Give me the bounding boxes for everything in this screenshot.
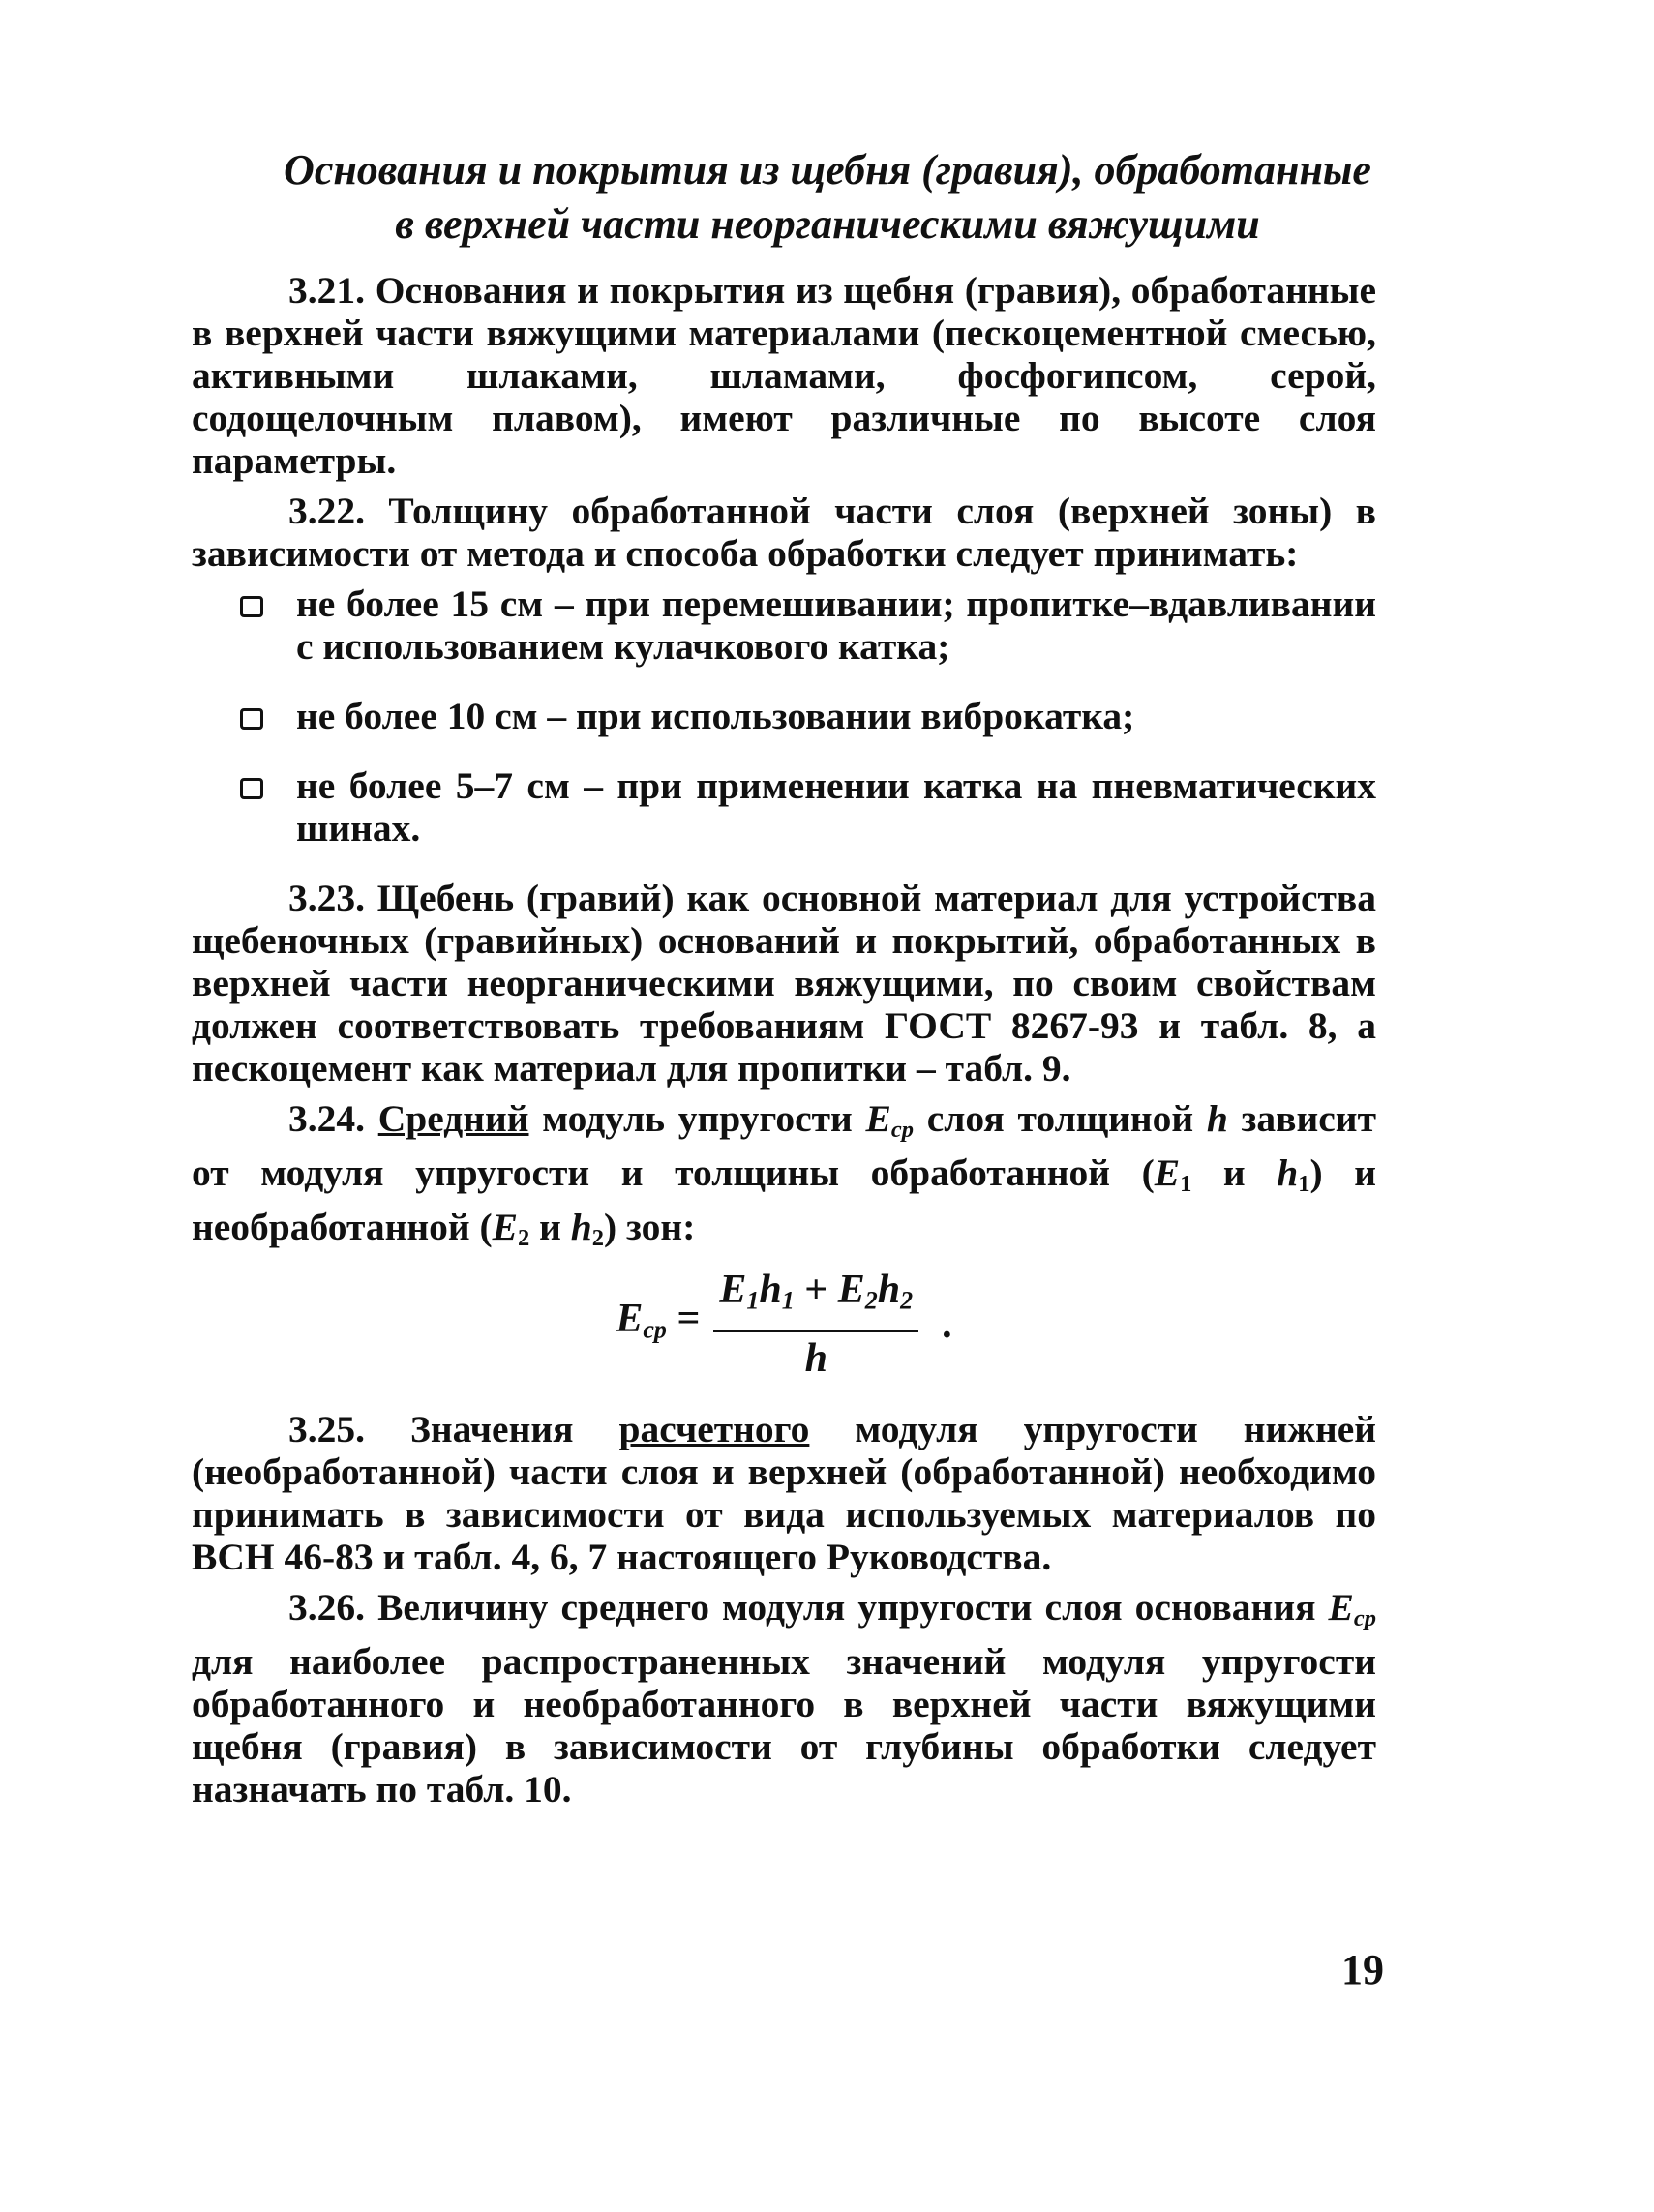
- list-item-text: не более 15 см – при перемешивании; пропитке–вдавливании с использованием кулачкового катка;: [296, 583, 1376, 668]
- list-item-text: не более 5–7 см – при применении катка на пневматических шинах.: [296, 764, 1376, 850]
- formula-denominator: h: [804, 1335, 827, 1381]
- paragraph-3-22: 3.22. Толщину обработанной части слоя (верхней зоны) в зависимости от метода и способа обработки следует принимать:: [192, 490, 1376, 575]
- formula-lhs: $E_{ср}$ =: [616, 1296, 701, 1344]
- heading-line-1: Основания и покрытия из щебня (гравия), обработанные: [284, 146, 1371, 194]
- formula-fraction: [713, 1268, 918, 1381]
- underlined-word: расчетного: [618, 1407, 810, 1450]
- heading-line-2: в верхней части неорганическими вяжущими: [395, 200, 1260, 248]
- square-bullet-icon: [240, 596, 263, 617]
- paragraph-3-24: 3.24. Средний модуль упругости $E_{ср}$ слоя толщиной h зависит от модуля упругости и толщины обработанной ($E_1$ и $h_1$) и необработанной ($E_2$ и $h_2$) зон:: [192, 1097, 1376, 1252]
- list-item: [192, 695, 1376, 737]
- document-body: [192, 269, 1376, 1818]
- list-item: [192, 764, 1376, 850]
- formula-numerator: $E_1h_1 + E_2h_2$: [713, 1268, 918, 1332]
- paragraph-3-25: 3.25. Значения расчетного модуля упругости нижней (необработанной) части слоя и верхней (обработанной) необходимо принимать в зависимости от вида используемых материалов по ВСН 46-83 и табл. 4, 6, 7 настоящего Руководства.: [192, 1407, 1376, 1578]
- list-item: [192, 583, 1376, 668]
- page-number: 19: [1341, 1946, 1384, 1993]
- thickness-list: [192, 583, 1376, 850]
- list-item-text: не более 10 см – при использовании виброкатка;: [296, 695, 1135, 737]
- paragraph-3-21: 3.21. Основания и покрытия из щебня (гравия), обработанные в верхней части вяжущими материалами (пескоцементной смесью, активными шлаками, шламами, фосфогипсом, серой, содощелочным плавом), имеют различные по высоте слоя параметры.: [192, 269, 1376, 482]
- section-heading: [174, 143, 1481, 252]
- paragraph-3-26: 3.26. Величину среднего модуля упругости слоя основания $E_{ср}$ для наиболее распространенных значений модуля упругости обработанного и необработанного в верхней части вяжущими щебня (гравия) в зависимости от глубины обработки следует назначать по табл. 10.: [192, 1585, 1376, 1810]
- modulus-formula: $E_{ср}$ = $\frac{E_1h_1 + E_2h_2}{h}$ .: [616, 1268, 952, 1381]
- square-bullet-icon: [240, 708, 263, 730]
- underlined-word: Средний: [377, 1097, 529, 1140]
- square-bullet-icon: [240, 778, 263, 799]
- paragraph-3-23: 3.23. Щебень (гравий) как основной материал для устройства щебеночных (гравийных) оснований и покрытий, обработанных в верхней части неорганическими вяжущими, по своим свойствам должен соответствовать требованиям ГОСТ 8267-93 и табл. 8, а пескоцемент как материал для пропитки – табл. 9.: [192, 877, 1376, 1090]
